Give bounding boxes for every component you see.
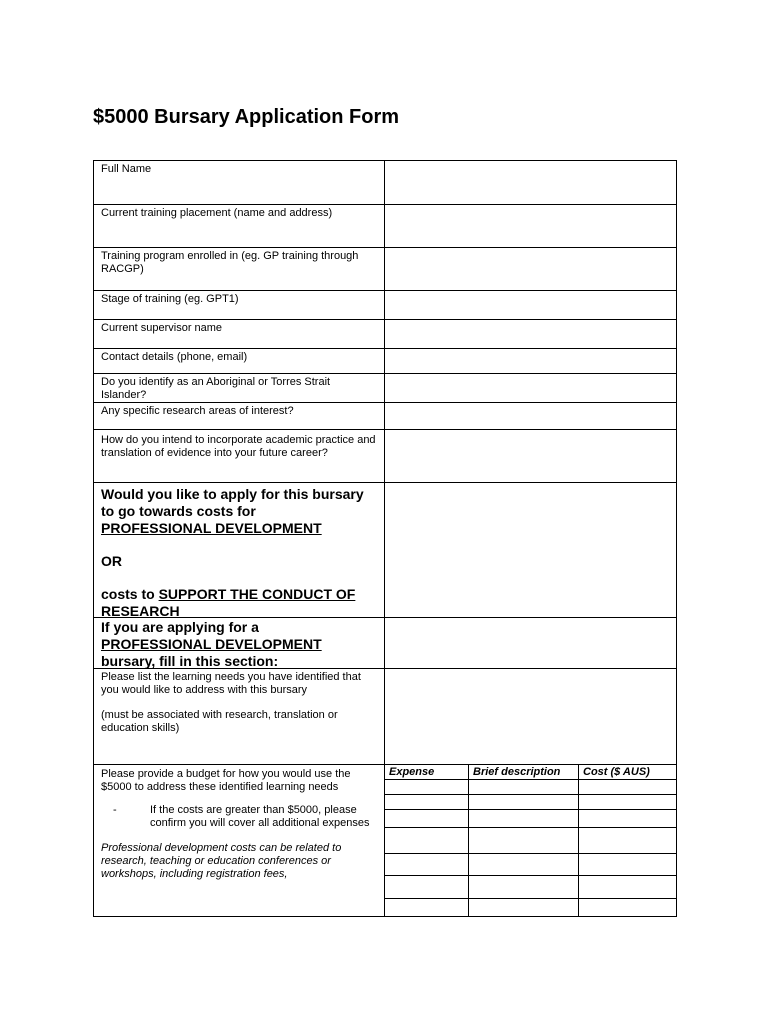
budget-text: Please provide a budget for how you would use the $5000 to address these identified learning needs: [101, 768, 351, 793]
row-pd-section: [94, 617, 676, 668]
field-aboriginal[interactable]: [385, 374, 676, 402]
budget-description-cell[interactable]: [469, 795, 579, 809]
budget-cost-cell[interactable]: [579, 780, 676, 794]
row-placement: [94, 204, 676, 247]
budget-bullet: [113, 804, 377, 830]
label-budget: [94, 765, 385, 916]
field-contact[interactable]: [385, 349, 676, 373]
label-stage: Stage of training (eg. GPT1): [94, 291, 385, 319]
field-stage[interactable]: [385, 291, 676, 319]
field-placement[interactable]: [385, 205, 676, 247]
budget-description-cell[interactable]: [469, 876, 579, 898]
budget-row: [385, 795, 676, 810]
budget-cost-cell[interactable]: [579, 795, 676, 809]
header-expense: Expense: [385, 765, 469, 779]
budget-cost-cell[interactable]: [579, 854, 676, 875]
budget-expense-cell[interactable]: [385, 810, 469, 827]
apply-line1: Would you like to apply for this bursary to go towards costs for: [101, 486, 364, 519]
row-academic: [94, 429, 676, 482]
row-supervisor: [94, 319, 676, 348]
learning-note: (must be associated with research, translation or education skills): [101, 709, 338, 734]
row-stage: [94, 290, 676, 319]
budget-row: [385, 899, 676, 916]
row-apply-type: [94, 482, 676, 617]
budget-description-cell[interactable]: [469, 810, 579, 827]
row-aboriginal: [94, 373, 676, 402]
label-supervisor: Current supervisor name: [94, 320, 385, 348]
label-contact: Contact details (phone, email): [94, 349, 385, 373]
row-research: [94, 402, 676, 429]
apply-support: SUPPORT THE CONDUCT OF RESEARCH: [101, 586, 356, 619]
budget-cost-cell[interactable]: [579, 876, 676, 898]
budget-expense-cell[interactable]: [385, 876, 469, 898]
budget-row: [385, 828, 676, 854]
apply-pd: PROFESSIONAL DEVELOPMENT: [101, 520, 322, 536]
budget-expense-cell[interactable]: [385, 899, 469, 916]
field-supervisor[interactable]: [385, 320, 676, 348]
apply-or: OR: [101, 553, 122, 569]
label-program: Training program enrolled in (eg. GP training through RACGP): [94, 248, 385, 290]
field-program[interactable]: [385, 248, 676, 290]
row-contact: [94, 348, 676, 373]
budget-italic-note: Professional development costs can be related to research, teaching or education conferences or workshops, including registration fees,: [101, 842, 342, 880]
budget-cost-cell[interactable]: [579, 899, 676, 916]
field-academic[interactable]: [385, 430, 676, 482]
budget-header-row: [385, 765, 676, 780]
budget-row: [385, 780, 676, 795]
row-full-name: [94, 161, 676, 204]
row-program: [94, 247, 676, 290]
apply-costs-to: costs to: [101, 586, 155, 602]
budget-bullet-text: If the costs are greater than $5000, please confirm you will cover all additional expenses: [150, 804, 370, 829]
field-full-name[interactable]: [385, 161, 676, 204]
label-placement: Current training placement (name and address): [94, 205, 385, 247]
row-budget: [94, 764, 676, 916]
field-pd-section[interactable]: [385, 618, 676, 668]
pd-outro: bursary, fill in this section:: [101, 653, 279, 669]
budget-description-cell[interactable]: [469, 780, 579, 794]
budget-description-cell[interactable]: [469, 854, 579, 875]
budget-row: [385, 854, 676, 876]
budget-row: [385, 876, 676, 899]
label-research: Any specific research areas of interest?: [94, 403, 385, 429]
application-form-table: [93, 160, 677, 917]
budget-expense-cell[interactable]: [385, 795, 469, 809]
budget-expense-cell[interactable]: [385, 780, 469, 794]
header-description: Brief description: [469, 765, 579, 779]
budget-table: [385, 765, 676, 916]
label-full-name: Full Name: [94, 161, 385, 204]
budget-cost-cell[interactable]: [579, 828, 676, 853]
row-learning-needs: [94, 668, 676, 764]
pd-label: PROFESSIONAL DEVELOPMENT: [101, 636, 322, 652]
budget-description-cell[interactable]: [469, 828, 579, 853]
label-learning-needs: [94, 669, 385, 764]
field-learning-needs[interactable]: [385, 669, 676, 764]
field-research[interactable]: [385, 403, 676, 429]
learning-text: Please list the learning needs you have identified that you would like to address with this bursary: [101, 671, 361, 696]
label-aboriginal: Do you identify as an Aboriginal or Torres Strait Islander?: [94, 374, 385, 402]
field-apply-type[interactable]: [385, 483, 676, 617]
budget-row: [385, 810, 676, 828]
pd-intro: If you are applying for a: [101, 619, 259, 635]
header-cost: Cost ($ AUS): [583, 766, 650, 778]
budget-expense-cell[interactable]: [385, 854, 469, 875]
budget-cost-cell[interactable]: [579, 810, 676, 827]
budget-description-cell[interactable]: [469, 899, 579, 916]
label-academic: How do you intend to incorporate academic practice and translation of evidence into your future career?: [94, 430, 385, 482]
bullet-dash: -: [113, 804, 117, 816]
apply-type-question: [94, 483, 385, 617]
page-title: $5000 Bursary Application Form: [93, 106, 400, 128]
budget-expense-cell[interactable]: [385, 828, 469, 853]
pd-section-heading: [94, 618, 385, 668]
